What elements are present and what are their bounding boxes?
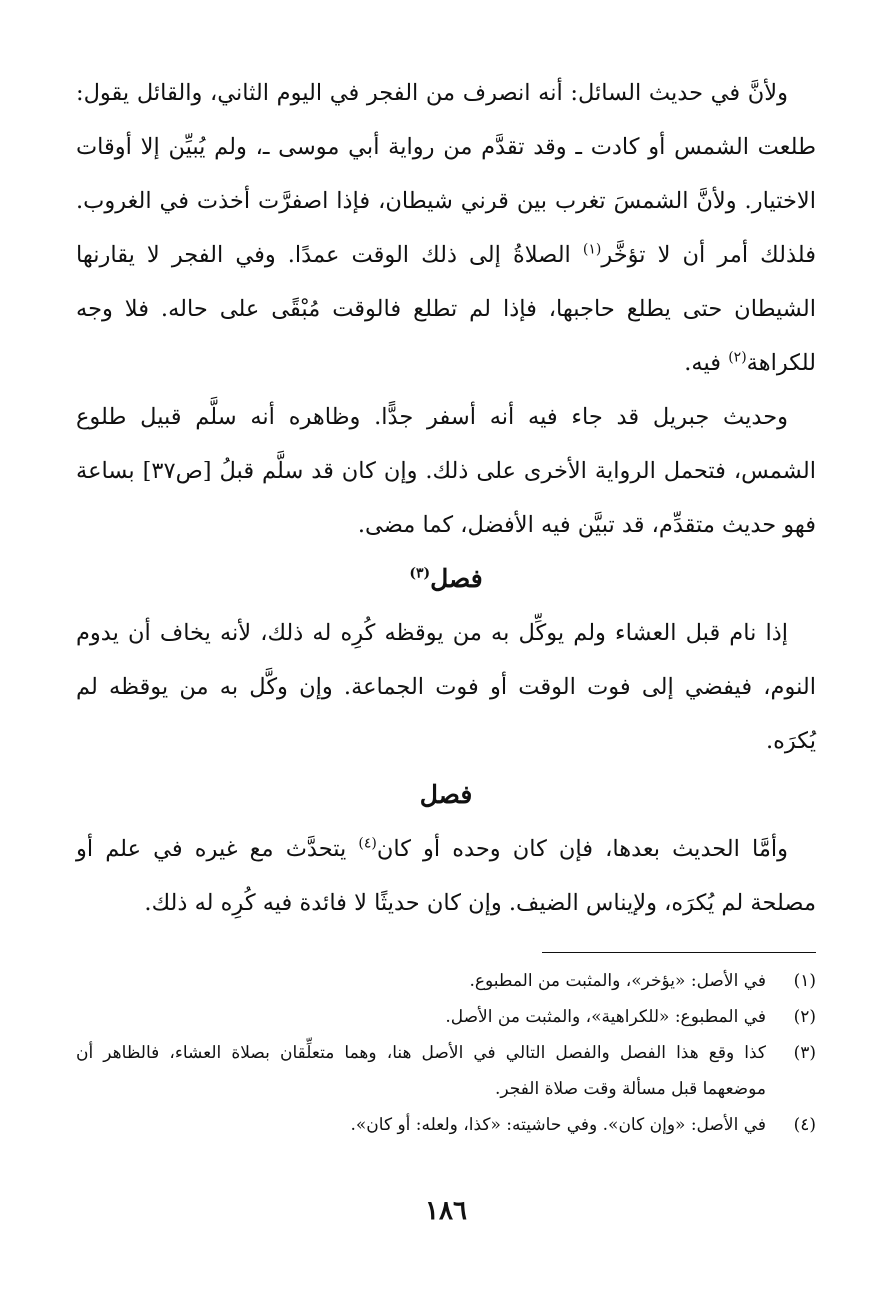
- footnote-3: [76, 1035, 816, 1107]
- section-heading-1-text: فصل: [430, 564, 483, 593]
- footnote-4: [76, 1107, 816, 1143]
- footnote-ref-2[interactable]: (٢): [728, 349, 747, 366]
- footnotes: [76, 963, 816, 1143]
- footnote-text: كذا وقع هذا الفصل والفصل التالي في الأصل هنا، وهما متعلِّقان بصلاة العشاء، فالظاهر أن موضعهما قبل مسألة وقت صلاة الفجر.: [76, 1043, 766, 1099]
- footnote-number: (٤): [793, 1115, 816, 1135]
- footnote-separator: [542, 952, 816, 953]
- footnote-text: في الأصل: «وإن كان». وفي حاشيته: «كذا، ولعله: أو كان».: [350, 1115, 766, 1135]
- paragraph-2: وحديث جبريل قد جاء فيه أنه أسفر جدًّا. وظاهره أنه سلَّم قبيل طلوع الشمس، فتحمل الرواية الأخرى على ذلك. وإن كان قد سلَّم قبلُ [ص٣٧] بساعة فهو حديث متقدِّم، قد تبيَّن فيه الأفضل، كما مضى.: [76, 404, 816, 538]
- footnote-number: (٣): [793, 1043, 816, 1063]
- page-number: ١٨٦: [425, 1196, 467, 1226]
- footnote-2: [76, 999, 816, 1035]
- footnote-1: [76, 963, 816, 999]
- paragraph-3: إذا نام قبل العشاء ولم يوكِّل به من يوقظه كُرِه له ذلك، لأنه يخاف أن يدوم النوم، فيفضي إلى فوت الوقت أو فوت الجماعة. وإن وكَّل به من يوقظه لم يُكرَه.: [76, 620, 816, 754]
- paragraph-1-part-a: ولأنَّ في حديث السائل: أنه انصرف من الفجر في اليوم الثاني، والقائل يقول: طلعت الشمس أو كادت ـ وقد تقدَّم من رواية أبي موسى ـ، ولم يُبيِّن إلا أوقات الاختيار. ولأنَّ الشمسَ تغرب بين قرني شيطان، فإذا اصفرَّت أخذت في الغروب. فلذلك أمر أن لا تؤخَّر: [76, 80, 816, 268]
- paragraph-4-part-b: يتحدَّث مع غيره في علم أو مصلحة لم يُكرَه، ولإيناس الضيف. وإن كان حديثًا لا فائدة فيه كُرِه له ذلك.: [76, 836, 816, 916]
- paragraph-4: [76, 822, 816, 930]
- paragraph-1: [76, 66, 816, 390]
- section-heading-2: فصل: [419, 780, 473, 809]
- footnote-text: في المطبوع: «للكراهية»، والمثبت من الأصل.: [445, 1007, 766, 1027]
- footnote-ref-4[interactable]: (٤): [358, 835, 377, 852]
- paragraph-4-part-a: وأمَّا الحديث بعدها، فإن كان وحده أو كان: [376, 836, 788, 862]
- footnote-ref-1[interactable]: (١): [582, 241, 602, 258]
- paragraph-1-part-b: الصلاةُ إلى ذلك الوقت عمدًا. وفي الفجر لا يقارنها الشيطان حتى يطلع حاجبها، فإذا لم تطلع فالوقت مُبْقًى على حاله. فلا وجه للكراهة: [76, 242, 816, 376]
- paragraph-1-part-c: فيه.: [684, 350, 722, 376]
- footnote-ref-3[interactable]: (٣): [409, 565, 431, 582]
- footnote-number: (١): [793, 971, 816, 991]
- footnote-text: في الأصل: «يؤخر»، والمثبت من المطبوع.: [469, 971, 766, 991]
- footnote-number: (٢): [793, 1007, 816, 1027]
- book-page: [76, 66, 816, 1250]
- section-heading-1: [76, 552, 816, 606]
